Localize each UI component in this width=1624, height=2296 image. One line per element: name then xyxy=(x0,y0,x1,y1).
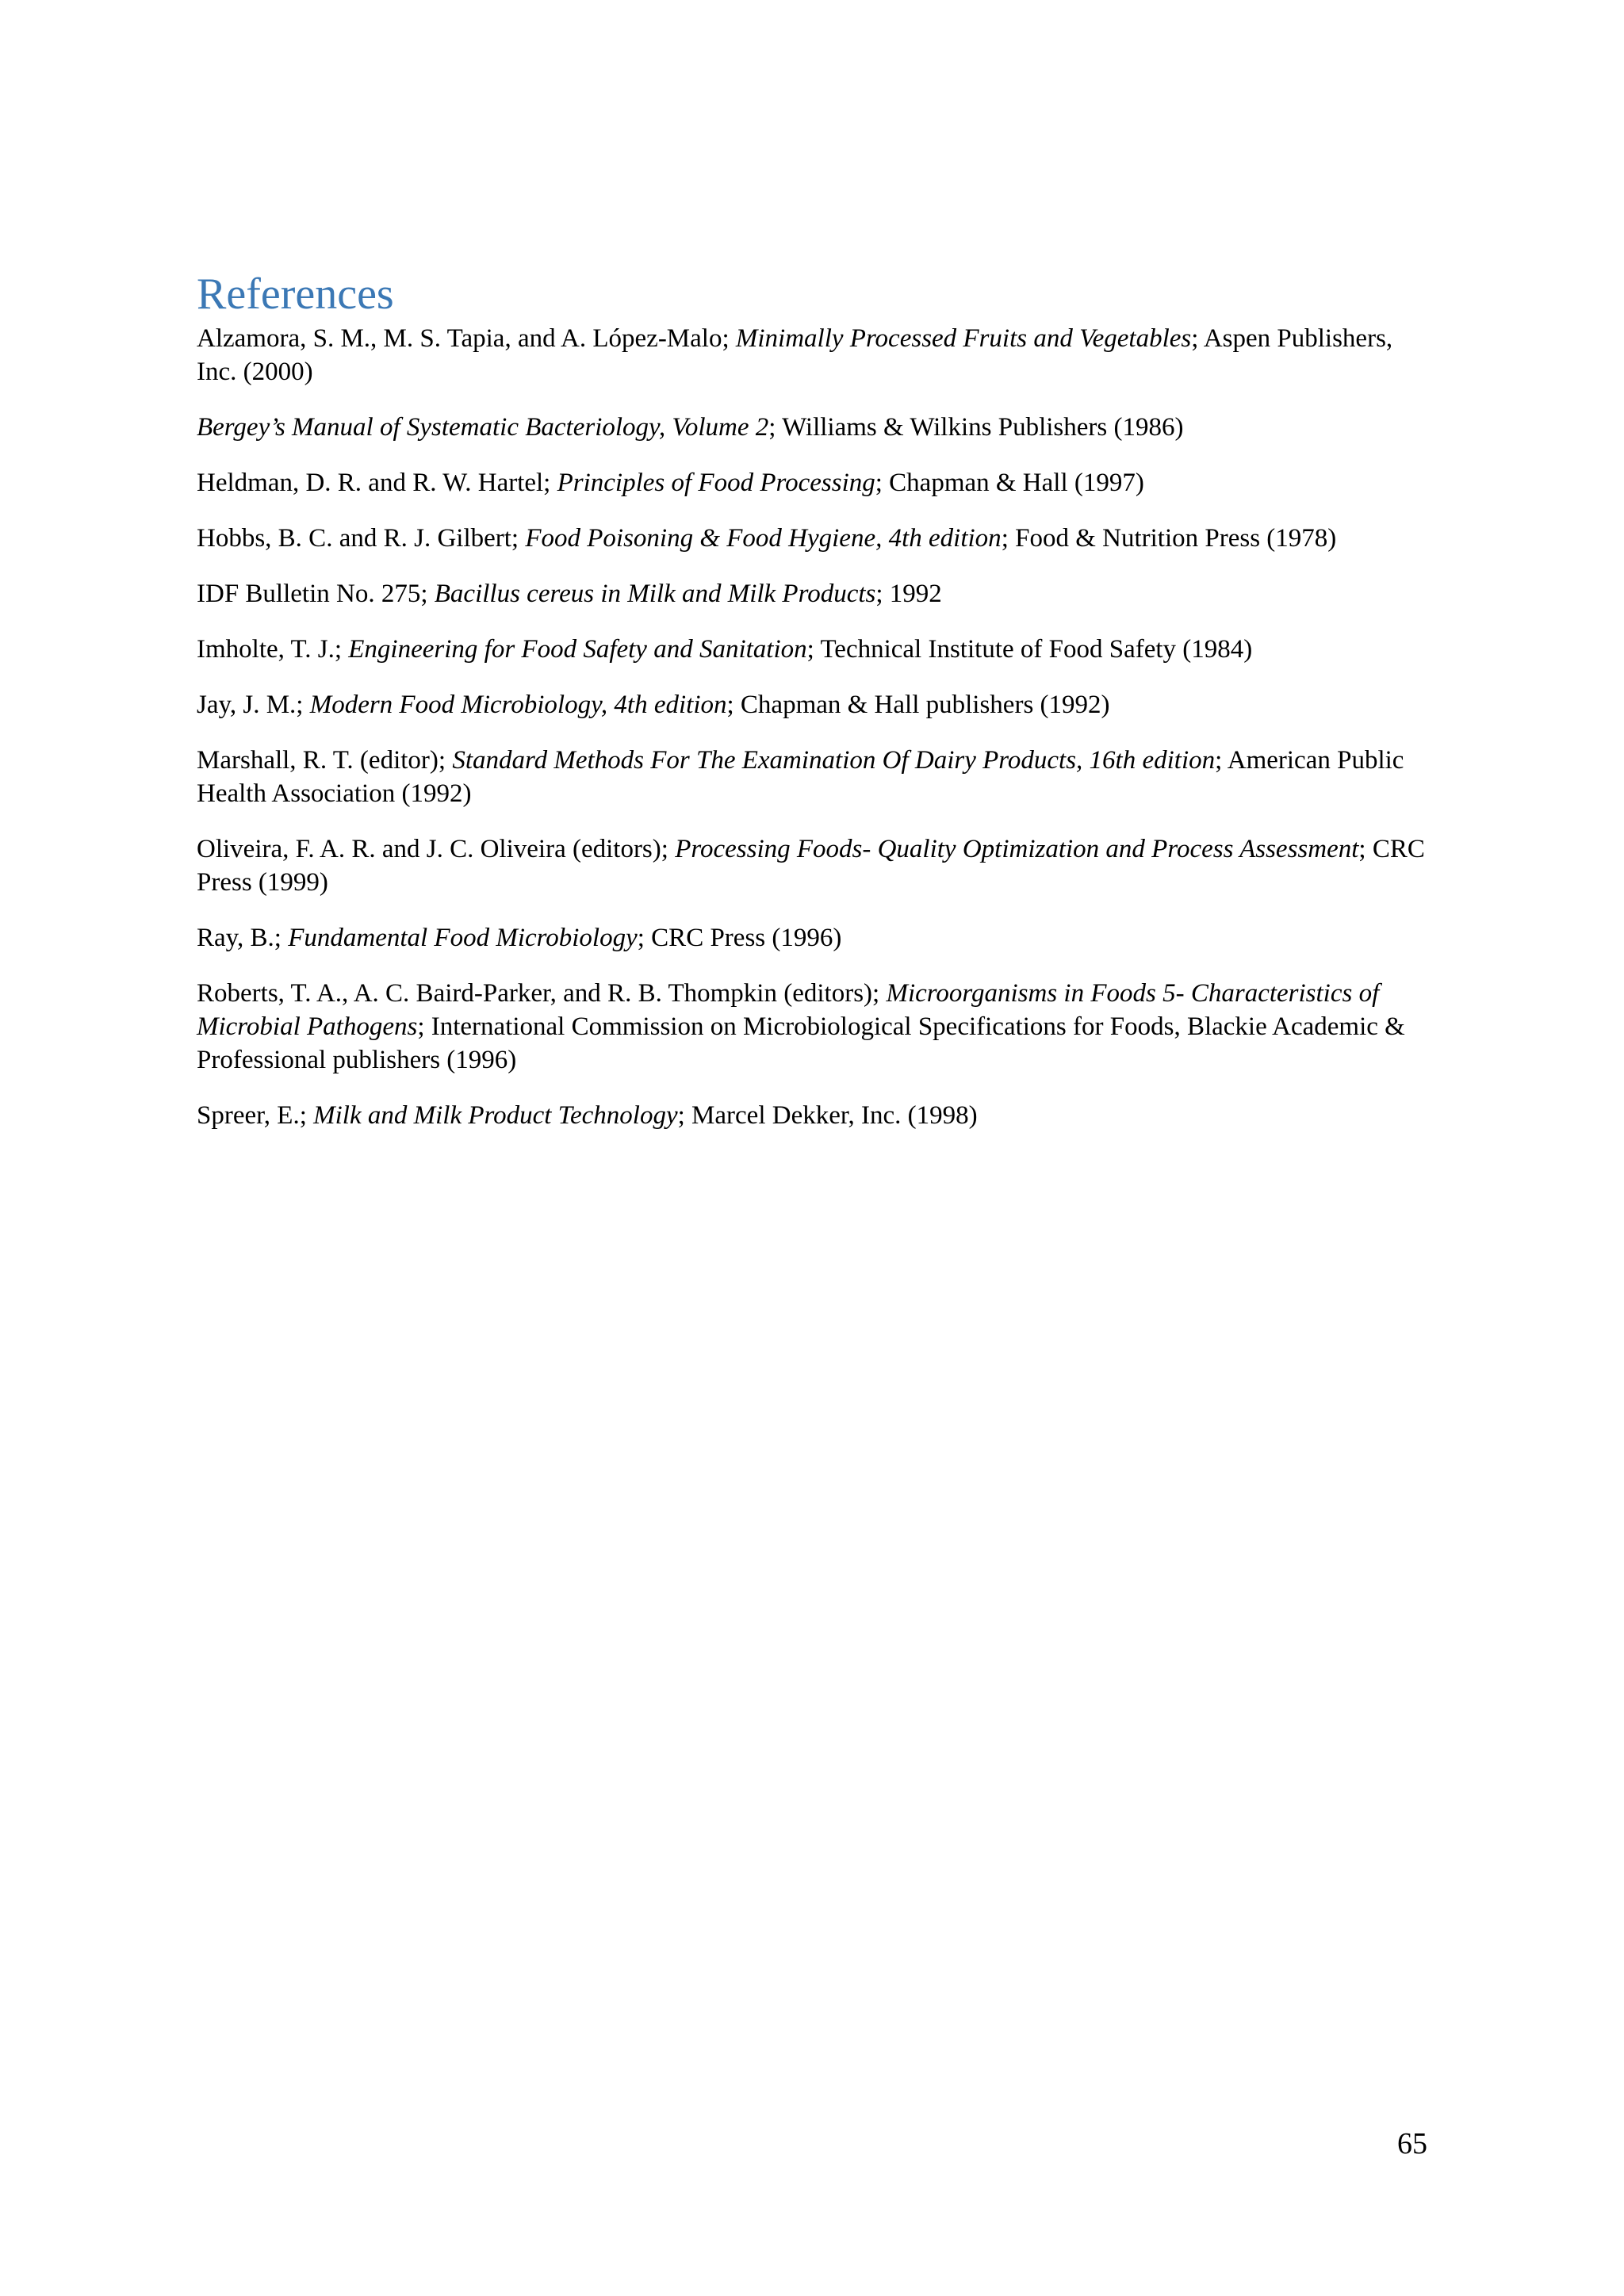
reference-title: Standard Methods For The Examination Of Dairy Products, 16th edition xyxy=(452,746,1216,775)
reference-item xyxy=(197,688,1434,721)
reference-authors: Marshall, R. T. (editor); xyxy=(197,746,453,775)
reference-authors: Heldman, D. R. and R. W. Hartel; xyxy=(197,469,557,497)
reference-publisher: ; Chapman & Hall publishers (1992) xyxy=(726,691,1110,719)
reference-publisher: ; 1992 xyxy=(875,580,942,608)
reference-item xyxy=(197,921,1434,955)
references-heading: References xyxy=(197,270,394,319)
reference-publisher: ; CRC Press (1999) xyxy=(197,835,1425,897)
reference-item xyxy=(197,322,1434,388)
references-section xyxy=(197,268,1434,1154)
reference-item xyxy=(197,411,1434,444)
reference-authors: Imholte, T. J.; xyxy=(197,635,349,664)
reference-item xyxy=(197,633,1434,666)
reference-publisher: ; Food & Nutrition Press (1978) xyxy=(1001,524,1337,553)
reference-item xyxy=(197,522,1434,555)
reference-item xyxy=(197,1099,1434,1132)
reference-authors: Alzamora, S. M., M. S. Tapia, and A. López-Malo; xyxy=(197,324,736,353)
reference-title: Minimally Processed Fruits and Vegetables xyxy=(735,324,1192,353)
reference-title: Bacillus cereus in Milk and Milk Products xyxy=(434,580,876,608)
reference-publisher: ; Aspen Publishers, Inc. (2000) xyxy=(197,324,1393,386)
reference-publisher: ; Technical Institute of Food Safety (1984) xyxy=(806,635,1253,664)
reference-title: Microorganisms in Foods 5- Characteristics of Microbial Pathogens xyxy=(197,979,1380,1041)
reference-publisher: ; International Commission on Microbiological Specifications for Foods, Blackie Academic & Professional publishers (1996) xyxy=(197,1012,1405,1074)
reference-item xyxy=(197,577,1434,610)
reference-title: Engineering for Food Safety and Sanitation xyxy=(348,635,807,664)
reference-item xyxy=(197,744,1434,810)
reference-publisher: ; Marcel Dekker, Inc. (1998) xyxy=(677,1101,978,1130)
reference-title: Bergey’s Manual of Systematic Bacteriology, Volume 2 xyxy=(197,413,769,442)
reference-title: Modern Food Microbiology, 4th edition xyxy=(309,691,727,719)
reference-item xyxy=(197,466,1434,499)
reference-authors: Hobbs, B. C. and R. J. Gilbert; xyxy=(197,524,526,553)
reference-item xyxy=(197,832,1434,899)
reference-authors: Jay, J. M.; xyxy=(197,691,310,719)
reference-title: Food Poisoning & Food Hygiene, 4th edition xyxy=(525,524,1002,553)
reference-publisher: ; CRC Press (1996) xyxy=(637,924,842,952)
reference-title: Milk and Milk Product Technology xyxy=(313,1101,678,1130)
reference-title: Principles of Food Processing xyxy=(557,469,875,497)
reference-authors: Roberts, T. A., A. C. Baird-Parker, and R. B. Thompkin (editors); xyxy=(197,979,887,1008)
reference-publisher: ; Chapman & Hall (1997) xyxy=(875,469,1144,497)
reference-authors: Spreer, E.; xyxy=(197,1101,314,1130)
reference-authors: Oliveira, F. A. R. and J. C. Oliveira (editors); xyxy=(197,835,676,863)
reference-publisher: ; Williams & Wilkins Publishers (1986) xyxy=(768,413,1184,442)
reference-authors: IDF Bulletin No. 275; xyxy=(197,580,435,608)
reference-authors: Ray, B.; xyxy=(197,924,289,952)
reference-title: Processing Foods- Quality Optimization and Process Assessment xyxy=(675,835,1359,863)
reference-title: Fundamental Food Microbiology xyxy=(288,924,638,952)
reference-publisher: ; American Public Health Association (1992) xyxy=(197,746,1404,808)
reference-item xyxy=(197,977,1434,1077)
page-number: 65 xyxy=(1397,2127,1427,2160)
